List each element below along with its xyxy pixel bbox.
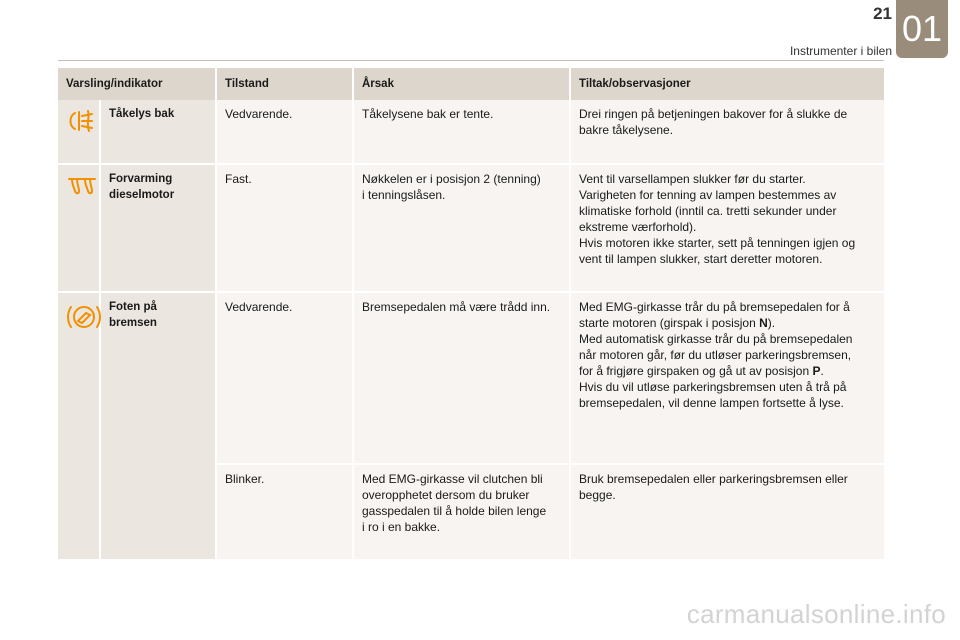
action-line: bakre tåkelysene.: [579, 123, 674, 137]
indicator-name: [100, 292, 216, 560]
indicator-name-line: dieselmotor: [109, 189, 175, 201]
indicator-name-line: Forvarming: [109, 173, 173, 185]
column-header-indicator: Varsling/indikator: [58, 68, 216, 100]
state-cell: Vedvarende.: [216, 100, 353, 164]
cause-cell: [353, 100, 570, 164]
icon-cell: [58, 100, 100, 164]
section-title: Instrumenter i bilen: [789, 44, 892, 58]
indicator-table: [58, 68, 886, 561]
action-cell: [570, 164, 885, 292]
action-line: vent til lampen slukker, start deretter motoren.: [579, 252, 823, 266]
action-line: ekstreme værforhold).: [579, 220, 697, 234]
action-line: når motoren går, før du utløser parkeringsbremsen,: [579, 348, 852, 362]
column-header-state: Tilstand: [216, 68, 353, 100]
cause-cell: [353, 464, 570, 560]
cause-line: i tenningslåsen.: [362, 188, 446, 202]
table-header-row: [58, 68, 885, 100]
action-line: Varigheten for tenning av lampen bestemmes av: [579, 188, 837, 202]
action-cell: [570, 464, 885, 560]
watermark: carmanualsonline.info: [686, 599, 946, 629]
action-line: Med EMG-girkasse trår du på bremsepedalen for å: [579, 300, 850, 314]
indicator-name-line: bremsen: [109, 317, 157, 329]
action-line: Bruk bremsepedalen eller parkeringsbremsen eller: [579, 472, 848, 486]
cause-line: Bremsepedalen må være trådd inn.: [362, 300, 551, 314]
action-line: Vent til varsellampen slukker før du starter.: [579, 172, 806, 186]
column-header-cause: Årsak: [353, 68, 570, 100]
indicator-name: [100, 164, 216, 292]
action-line: Hvis motoren ikke starter, sett på tenningen igjen og: [579, 236, 856, 250]
action-line: starte motoren (girspak i posisjon N).: [579, 316, 776, 330]
table-row: [58, 164, 885, 292]
column-header-action: Tiltak/observasjoner: [570, 68, 885, 100]
state-cell: Vedvarende.: [216, 292, 353, 464]
indicator-name-line: Tåkelys bak: [109, 108, 175, 120]
cause-line: i ro i en bakke.: [362, 520, 441, 534]
indicator-name-line: Foten på: [109, 301, 157, 313]
action-line: for å frigjøre girspaken og gå ut av posisjon P.: [579, 364, 824, 378]
cause-line: Tåkelysene bak er tente.: [362, 107, 494, 121]
state-cell: Blinker.: [216, 464, 353, 560]
diesel-preheat-icon: [66, 175, 98, 197]
indicator-name: [100, 100, 216, 164]
cause-cell: [353, 164, 570, 292]
cause-line: overopphetet dersom du bruker: [362, 488, 530, 502]
cause-line: gasspedalen til å holde bilen lenge: [362, 504, 547, 518]
header-divider: [58, 60, 884, 61]
icon-cell: [58, 164, 100, 292]
page-number: 21: [873, 4, 892, 23]
rear-fog-light-icon: [66, 110, 98, 132]
action-cell: [570, 292, 885, 464]
table-row: [58, 292, 885, 464]
table-row: [58, 100, 885, 164]
icon-cell: [58, 292, 100, 560]
action-cell: [570, 100, 885, 164]
action-line: Hvis du vil utløse parkeringsbremsen uten å trå på: [579, 380, 847, 394]
action-line: Drei ringen på betjeningen bakover for å slukke de: [579, 107, 848, 121]
state-cell: Fast.: [216, 164, 353, 292]
chapter-tab: 01: [896, 0, 948, 58]
action-line: Med automatisk girkasse trår du på bremsepedalen: [579, 332, 853, 346]
action-line: begge.: [579, 488, 616, 502]
action-line: bremsepedalen, vil denne lampen fortsette å lyse.: [579, 396, 844, 410]
cause-line: Med EMG-girkasse vil clutchen bli: [362, 472, 543, 486]
cause-cell: [353, 292, 570, 464]
cause-line: Nøkkelen er i posisjon 2 (tenning): [362, 172, 541, 186]
action-line: klimatiske forhold (inntil ca. tretti sekunder under: [579, 204, 837, 218]
foot-on-brake-icon: [66, 303, 102, 331]
